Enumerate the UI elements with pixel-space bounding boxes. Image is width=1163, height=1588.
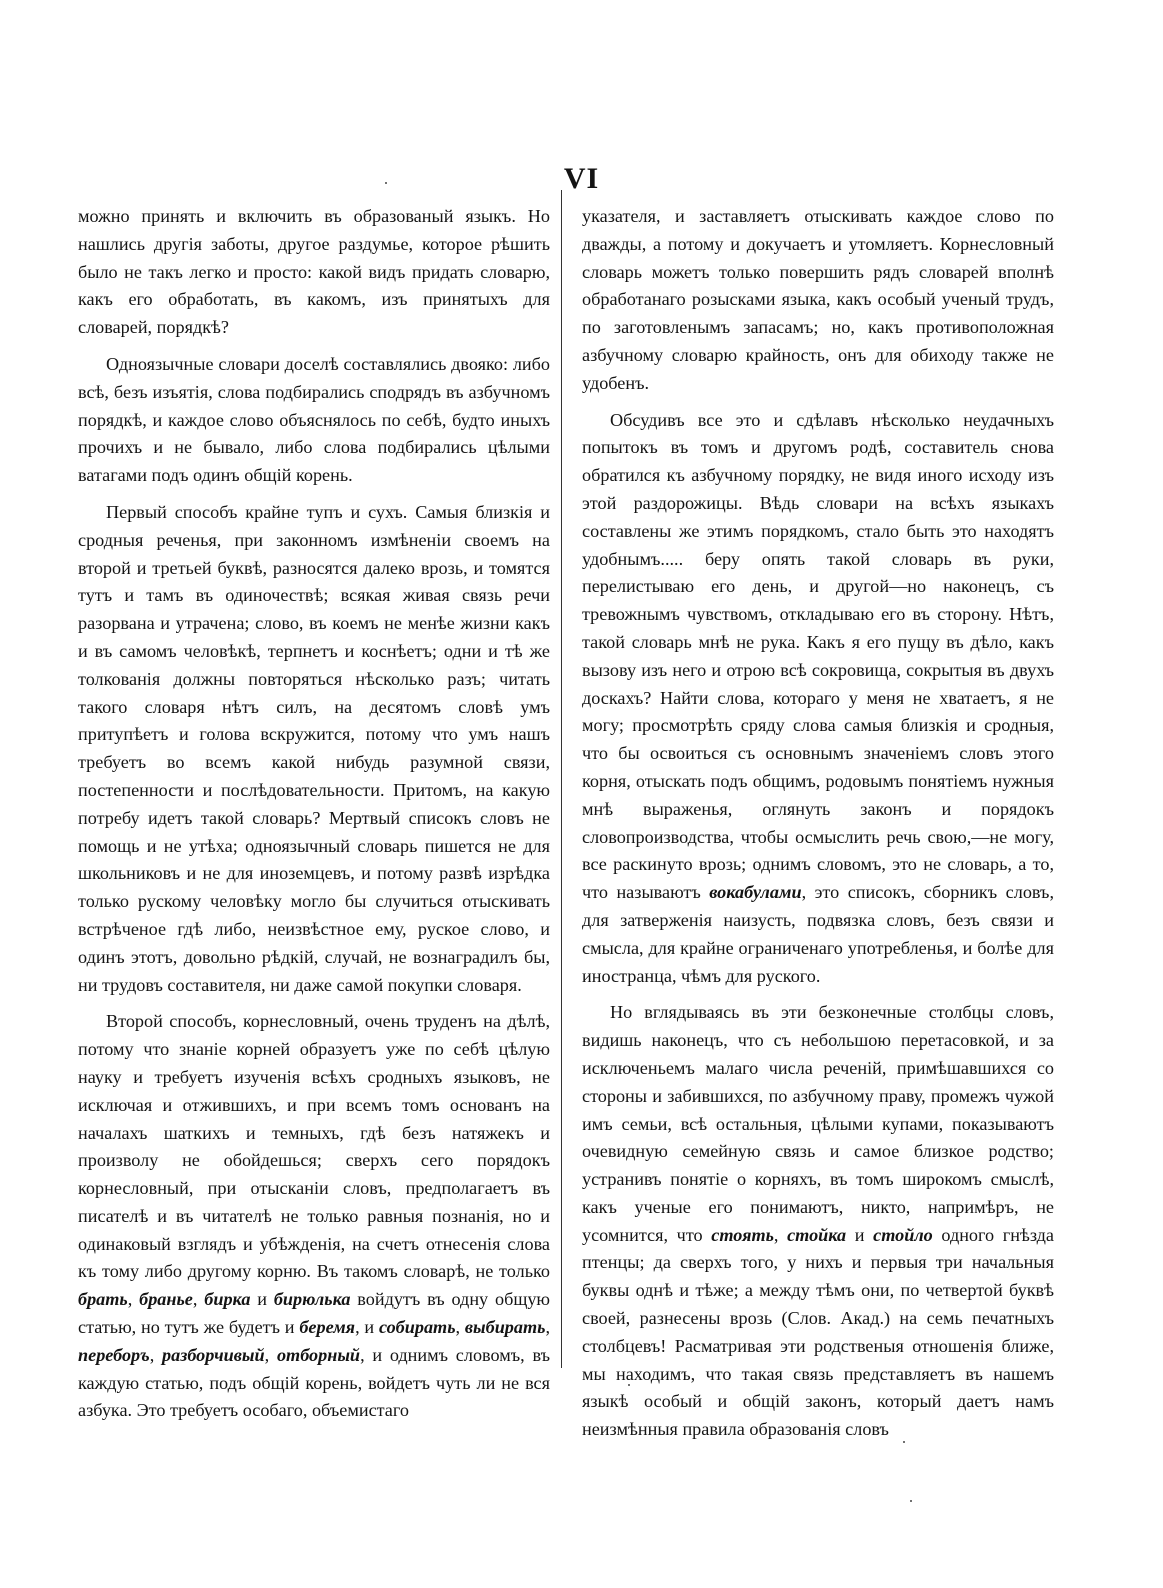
text-run: и [250, 1289, 274, 1310]
text-run: можно принять и включить въ образованый языкъ. Но нашлись другія заботы, другое раздумье, которое рѣшить было не такъ легко и просто: какой видъ придать словарю, какъ его обработать, въ какомъ, изъ принятыхъ для словарей, порядкѣ? [78, 206, 550, 338]
paragraph [582, 203, 1054, 398]
italic-word: брать [78, 1289, 128, 1310]
italic-word: собирать [378, 1317, 456, 1338]
text-run: Первый способъ крайне тупъ и сухъ. Самыя близкія и сродныя реченья, при законномъ измѣненіи своемъ на второй и третьей буквѣ, разносятся далеко врозь, и томятся тутъ и тамъ въ одиночествѣ; всякая живая связь речи разорвана и утрачена; слово, въ коемъ не менѣе жизни какъ и въ самомъ человѣкѣ, терпнетъ и коснѣетъ; одни и тѣ же толкованія должны повторяться нѣсколько разъ; читать такого словаря нѣтъ силъ, на десятомъ словѣ умъ притупѣетъ и голова вскружится, потому что умъ нашъ требуетъ во всемъ какой нибудь разумной связи, постепенности и послѣдовательности. Притомъ, на какую потребу идетъ такой словарь? Мертвый списокъ словъ не помощь и не утѣха; одноязычный словарь пишется не для школьниковъ и не для иноземцевъ, и потому развѣ изрѣдка только рускому человѣку могло бы случиться отыскивать встрѣченое гдѣ либо, неизвѣстное ему, руское слово, и одинъ этотъ, довольно рѣдкій, случай, не вознаградилъ бы, ни трудовъ составителя, ни даже самой покупки словаря. [78, 501, 550, 995]
text-run: , [192, 1289, 205, 1310]
text-run: и [846, 1224, 874, 1245]
italic-word: стоять [711, 1224, 774, 1245]
paragraph [78, 499, 550, 999]
speck [628, 1384, 630, 1386]
text-run: , и [355, 1317, 379, 1338]
text-run: Одноязычные словари доселѣ составлялись двояко: либо всѣ, безъ изъятія, слова подбирались сподрядъ въ азбучномъ порядкѣ, и каждое слово объяснялось по себѣ, будто иныхъ прочихъ и не бывало, либо слова подбирались цѣлыми ватагами подъ одинъ общій корень. [78, 353, 550, 486]
text-run: , [149, 1344, 163, 1365]
italic-word: стойло [873, 1224, 933, 1245]
text-run: , это списокъ, сборникъ словъ, для затверженія наизусть, подвязка словъ, безъ связи и смысла, для крайне ограниченаго употребленья, и болѣе для иностранца, чѣмъ для руского. [582, 882, 1055, 986]
text-run: , [773, 1224, 788, 1245]
speck [385, 182, 387, 184]
italic-word: выбирать [464, 1317, 546, 1338]
paragraph [582, 407, 1054, 991]
text-run: войдутъ въ одну общую статью, но тутъ же будетъ и [78, 1289, 551, 1338]
italic-word: переборъ [78, 1344, 150, 1365]
text-run: , [545, 1317, 551, 1338]
italic-word: бранье [139, 1289, 193, 1310]
text-run: , [127, 1289, 140, 1310]
italic-word: разборчивый [162, 1344, 265, 1365]
right-column [582, 203, 1054, 1444]
italic-word: бирка [204, 1289, 251, 1310]
italic-word: отборный [276, 1344, 361, 1365]
text-run: , [455, 1317, 465, 1338]
speck [903, 1441, 905, 1443]
text-run: Обсудивъ все это и сдѣлавъ нѣсколько неудачныхъ попытокъ въ томъ и другомъ родѣ, составитель снова обратился къ азбучному порядку, не видя иного исходу изъ этой раздорожицы. Вѣдь словари на всѣхъ языкахъ составлены же этимъ порядкомъ, стало быть это находятъ удобнымъ..... беру опять такой словарь въ руки, перелистываю его день, и другой—но наконецъ, съ тревожнымъ чувствомъ, откладываю его въ сторону. Нѣтъ, такой словарь мнѣ не рука. Какъ я его пущу въ дѣло, какъ вызову изъ него и отрою всѣ сокровища, сокрытыя въ двухъ доскахъ? Найти слова, котораго у меня не хватаетъ, я не могу; просмотрѣть сряду слова самыя близкія и сродныя, что бы освоиться съ основнымъ значеніемъ словъ этого корня, отыскать подъ общимъ, родовымъ понятіемъ нужныя мнѣ выраженья, оглянуть законъ и порядокъ словопроизводства, чтобы осмыслить речь свою,—не могу, все раскинуто врозь; однимъ словомъ, это не словарь, а то, что называютъ [582, 409, 1054, 903]
text-run: Но вглядываясь въ эти безконечные столбцы словъ, видишь наконецъ, что съ небольшою перетасовкой, и за исключеньемъ малаго числа реченій, примѣшавшихся со стороны и забившихся, по азбучному праву, промежъ чужой имъ семьи, всѣ остальныя, цѣлыми купами, показываютъ очевидную семейную связь и самое близкое родство; устранивъ понятіе о корняхъ, въ томъ широкомъ смыслѣ, какъ ученые его понимаютъ, никто, напримѣръ, не усомнится, что [582, 1002, 1054, 1245]
italic-word: стойка [787, 1224, 847, 1245]
italic-word: беремя [299, 1317, 356, 1338]
paragraph [582, 999, 1054, 1444]
speck [910, 1500, 912, 1502]
text-run: одного гнѣзда птенцы; да сверхъ того, у нихъ и первыя три начальныя буквы однѣ и тѣже; а между тѣмъ они, по четвертой буквѣ своей, разнесены врозь (Слов. Акад.) на семь печатныхъ столбцевъ! Расматривая эти родственыя отношенія ближе, мы находимъ, что такая связь представляетъ въ нашемъ языкѣ особый и общій законъ, который даетъ намъ неизмѣнныя правила образованія словъ [582, 1224, 1054, 1440]
paragraph [78, 351, 550, 490]
column-divider [561, 190, 562, 1368]
italic-word: бирюлька [273, 1289, 351, 1310]
italic-word: вокабулами [709, 882, 802, 903]
text-run: указателя, и заставляетъ отыскивать каждое слово по дважды, а потому и докучаетъ и утомляетъ. Корнесловный словарь можетъ только повершить рядъ словарей вполнѣ обработанаго розысками языка, какъ особый ученый трудъ, по заготовленымъ запасамъ; но, какъ противоположная азбучному словарю крайность, онъ для обиходу также не удобенъ. [582, 206, 1054, 393]
paragraph [78, 1008, 550, 1425]
text-run: , и однимъ словомъ, въ каждую статью, подъ общій корень, войдетъ чуть ли не вся азбука. Это требуетъ особаго, объемистаго [78, 1344, 551, 1421]
page-number: VI [563, 162, 600, 195]
paragraph [78, 203, 550, 342]
text-run: Второй способъ, корнесловный, очень труденъ на дѣлѣ, потому что знаніе корней образуетъ уже по себѣ цѣлую науку и требуетъ изученія всѣхъ сродныхъ языковъ, не исключая и отжившихъ, и при всемъ томъ основанъ на началахъ шаткихъ и темныхъ, гдѣ безъ натяжекъ и произволу не обойдешься; сверхъ сего порядокъ корнесловный, при отысканіи словъ, предполагаетъ въ писателѣ и въ читателѣ не только равныя познанія, но и одинаковый взглядъ и убѣжденія, на счетъ отнесенія слова къ тому либо другому корню. Въ такомъ словарѣ, не только [78, 1011, 550, 1282]
left-column [78, 203, 550, 1425]
text-run: , [264, 1344, 277, 1365]
